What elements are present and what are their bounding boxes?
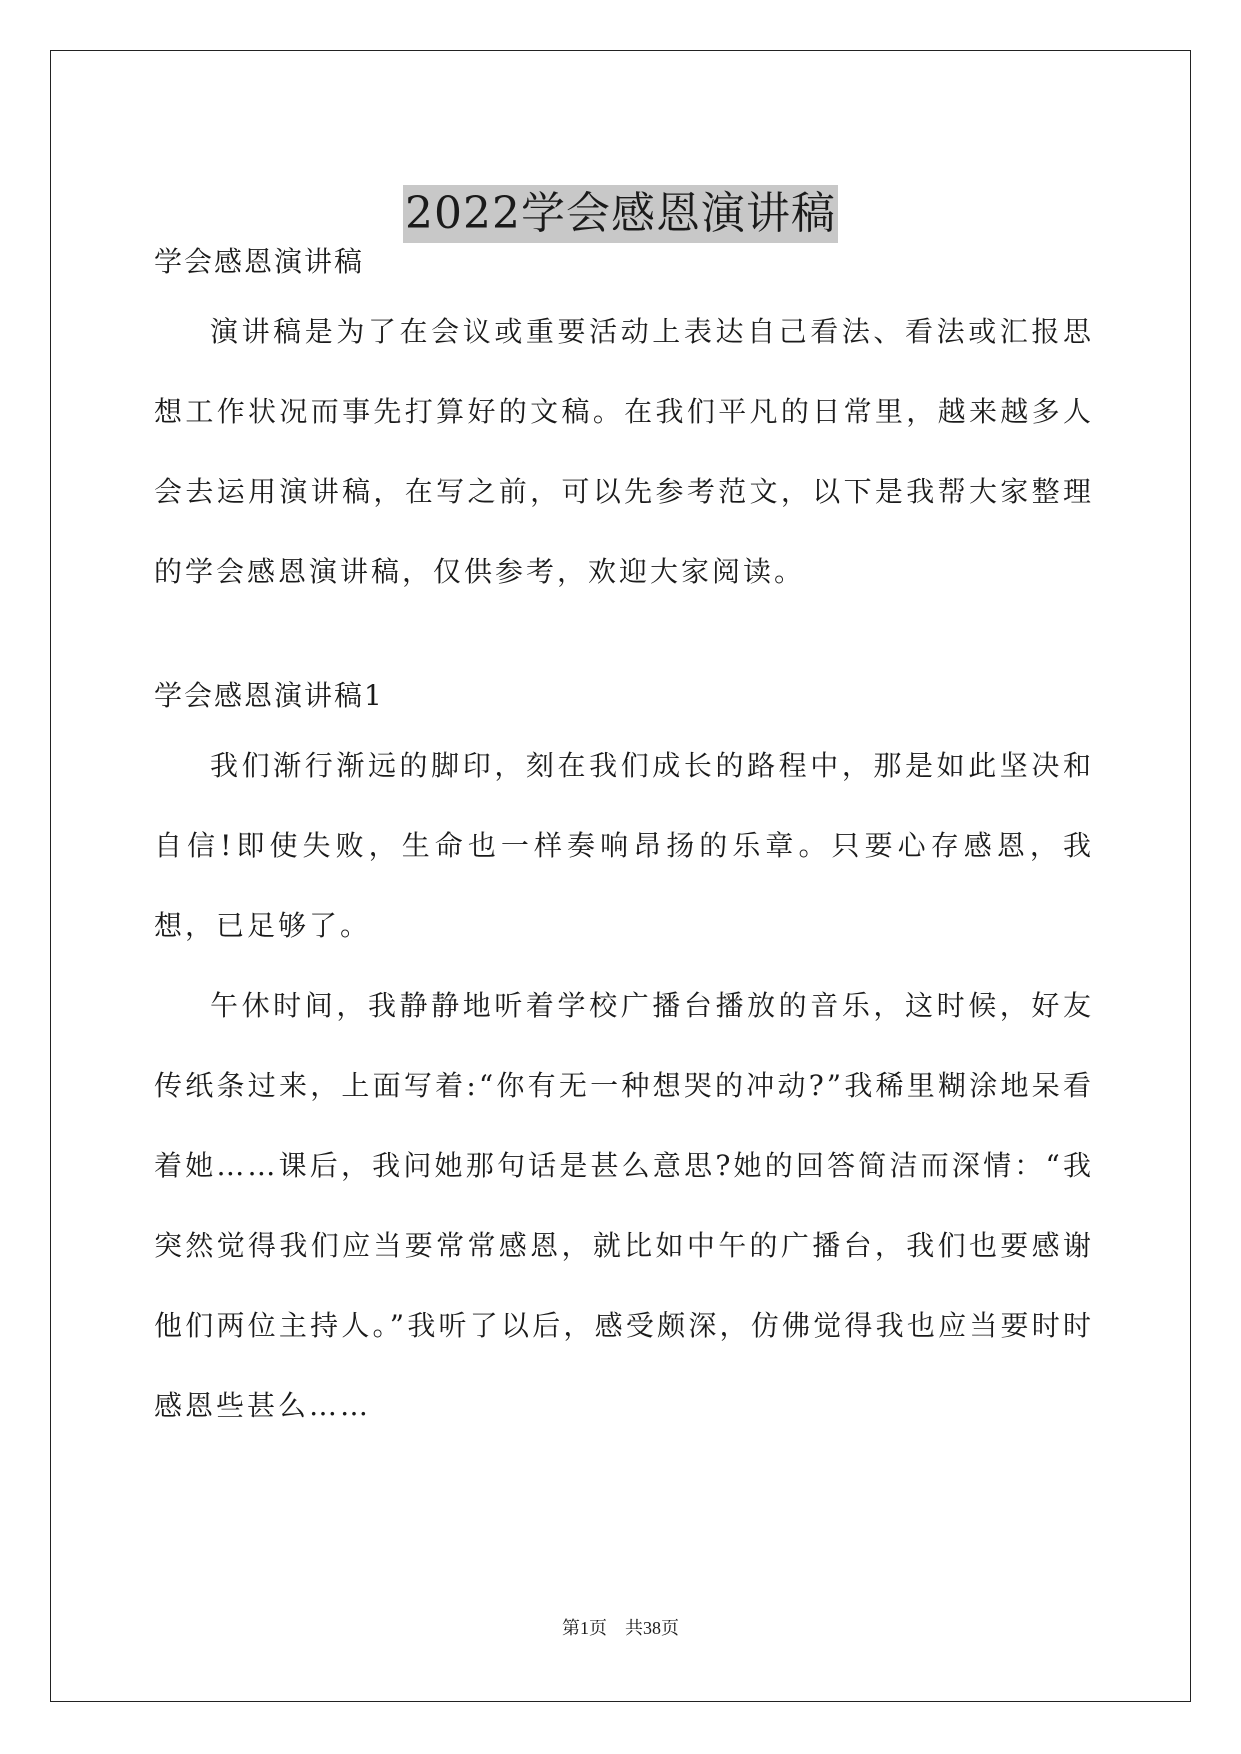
section-1-paragraph-1: 我们渐行渐远的脚印，刻在我们成长的路程中，那是如此坚决和自信!即使失败，生命也一样奏响昂扬的乐章。只要心存感恩，我想，已足够了。 xyxy=(154,749,1094,942)
section-1-body xyxy=(154,726,1094,1446)
document-subtitle: 学会感恩演讲稿 xyxy=(154,245,365,278)
page-footer xyxy=(0,1616,1241,1641)
intro-paragraph: 演讲稿是为了在会议或重要活动上表达自己看法、看法或汇报思想工作状况而事先打算好的文稿。在我们平凡的日常里，越来越多人会去运用演讲稿，在写之前，可以先参考范文，以下是我帮大家整理的学会感恩演讲稿，仅供参考，欢迎大家阅读。 xyxy=(154,315,1094,588)
footer-page-prefix: 第 xyxy=(562,1618,580,1639)
footer-page-middle: 页 共 xyxy=(589,1618,643,1639)
footer-page-total: 38 xyxy=(643,1618,661,1638)
section-1-heading: 学会感恩演讲稿1 xyxy=(154,679,384,712)
footer-page-suffix: 页 xyxy=(661,1618,679,1639)
document-title: 2022学会感恩演讲稿 xyxy=(403,185,838,243)
footer-page-current: 1 xyxy=(580,1618,589,1638)
intro-block xyxy=(154,292,1094,612)
section-1-paragraph-2: 午休时间，我静静地听着学校广播台播放的音乐，这时候，好友传纸条过来，上面写着:“你有无一种想哭的冲动?”我稀里糊涂地呆看着她……课后，我问她那句话是甚么意思?她的回答简洁而深情：“我突然觉得我们应当要常常感恩，就比如中午的广播台，我们也要感谢他们两位主持人。”我听了以后，感受颇深，仿佛觉得我也应当要时时感恩些甚么…… xyxy=(154,989,1094,1422)
